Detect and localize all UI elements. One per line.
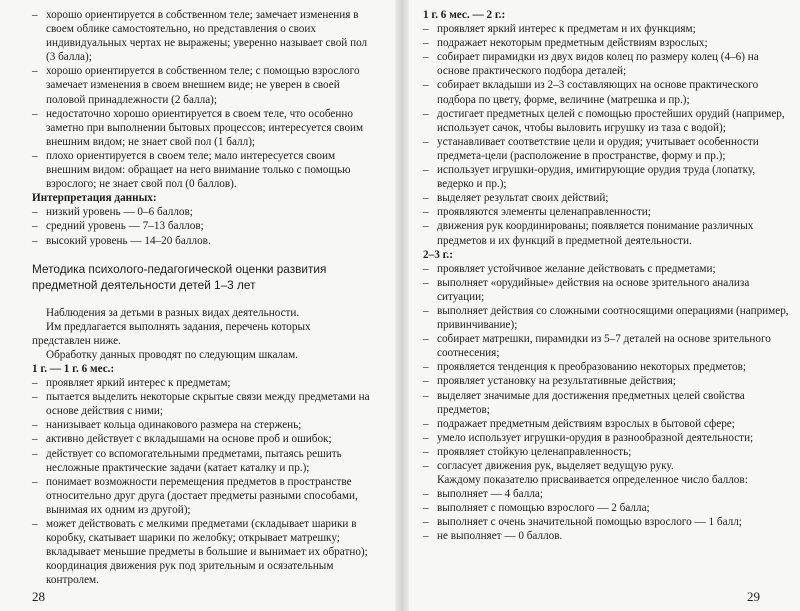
score-item-text: не выполняет — 0 баллов. <box>437 530 563 543</box>
score-item <box>423 529 793 543</box>
page-number-left: 28 <box>32 589 45 604</box>
list-dash: – <box>423 164 429 177</box>
indicator-item <box>423 22 793 36</box>
indicator-item-text: проявляются элементы целенаправленности; <box>437 206 651 219</box>
interpretation-title: Интерпретация данных: <box>32 192 157 205</box>
list-dash: – <box>423 431 429 444</box>
indicator-item-text: собирает вкладыши из 2–3 составляющих на основе практического подбора по цвету, форме, величине (матрешка и пр.); <box>437 79 759 106</box>
intro-paragraph: Им предлагается выполнять задания, перечень которых представлен ниже. <box>32 320 311 347</box>
list-dash: – <box>32 518 38 530</box>
indicator-item-text: собирает матрешки, пирамидки из 5–7 деталей на основе зрительного соотнесения; <box>437 333 771 360</box>
indicator-item <box>32 418 372 432</box>
indicator-item <box>423 262 793 276</box>
book-gutter <box>395 0 409 611</box>
list-dash: – <box>32 391 38 404</box>
interpretation-item-text: средний уровень — 7–13 баллов; <box>46 220 204 233</box>
intro-paragraph: Наблюдения за детьми в разных видах деятельности. <box>46 306 300 319</box>
score-item <box>423 515 793 529</box>
indicator-item-text: пытается выделить некоторые скрытые связи между предметами на основе действия с ними; <box>46 391 370 418</box>
indicator-item-text: умело использует игрушки-орудия в разнообразной деятельности; <box>437 431 754 444</box>
list-dash: – <box>423 262 429 275</box>
list-dash: – <box>423 304 429 317</box>
list-dash: – <box>423 79 429 92</box>
list-dash: – <box>32 220 38 233</box>
right-text-column <box>423 8 793 544</box>
indicator-item-text: подражает предметным действиям взрослых в бытовой сфере; <box>437 417 735 430</box>
list-dash: – <box>32 9 38 21</box>
list-dash: – <box>423 107 429 120</box>
indicator-item-text: выполняет действия со сложными соотносящими операциями (например, привинчивание); <box>437 304 789 332</box>
list-dash: – <box>423 530 429 543</box>
age-list-1-1y6m <box>32 376 372 587</box>
list-dash: – <box>423 206 429 219</box>
indicator-item-text: движения рук координированы; появляется понимание различных предметов и их функций в предметной деятельности. <box>437 220 754 247</box>
indicator-item <box>423 107 793 135</box>
criteria-item-text: хорошо ориентируется в собственном теле; с помощью взрослого замечает изменения в своем внешнем виде; не уверен в своей половой принадлежности (2 балла); <box>46 65 360 106</box>
interpretation-item <box>32 234 372 248</box>
indicator-item <box>423 417 793 431</box>
indicator-item-text: активно действует с вкладышами на основе проб и ошибок; <box>46 433 332 446</box>
list-dash: – <box>423 220 429 233</box>
indicator-item-text: действует со вспомогательными предметами, пытаясь решить несложные практические задачи (катает каталку и пр.); <box>46 447 342 474</box>
indicator-item <box>423 205 793 219</box>
indicator-item <box>32 517 372 587</box>
list-dash: – <box>423 445 429 458</box>
indicator-item-text: выполняет «орудийные» действия на основе зрительного анализа ситуации; <box>437 276 750 303</box>
indicator-item-text: проявляет яркий интерес к предметам; <box>46 377 231 390</box>
left-page <box>0 0 395 611</box>
list-dash: – <box>423 417 429 430</box>
list-dash: – <box>32 206 38 219</box>
list-dash: – <box>423 135 429 148</box>
list-dash: – <box>32 107 38 120</box>
indicator-item-text: согласует движения рук, выделяет ведущую руку. <box>437 460 674 472</box>
indicator-item <box>423 431 793 445</box>
age-title-1y6m-2y: 1 г. 6 мес. — 2 г.: <box>423 9 506 21</box>
right-page <box>409 0 800 611</box>
score-intro: Каждому показателю присваивается определенное число баллов: <box>437 474 748 487</box>
indicator-item <box>423 191 793 205</box>
list-dash: – <box>423 23 429 36</box>
indicator-item <box>32 376 372 390</box>
indicator-item-text: проявляет стойкую целенаправленность; <box>437 445 632 458</box>
indicator-item-text: проявляет установку на результативные действия; <box>437 375 676 388</box>
criteria-item <box>32 107 372 149</box>
indicator-item-text: нанизывает кольца одинакового размера на стержень; <box>46 419 302 432</box>
indicator-item-text: понимает возможности перемещения предметов в пространстве относительно друг друга (достает предметы разными способами, вынимая их одним из другой); <box>46 475 358 516</box>
indicator-item <box>423 163 793 191</box>
indicator-item <box>32 447 372 475</box>
indicator-item-text: проявляется тенденция к преобразованию некоторых предметов; <box>437 361 747 374</box>
list-dash: – <box>423 361 429 374</box>
list-dash: – <box>32 149 38 162</box>
indicator-item <box>423 389 793 417</box>
indicator-item-text: устанавливает соответствие цели и орудия; учитывает особенности предмета-цели (расположение в пространстве, форму и пр.); <box>437 135 759 162</box>
criteria-item <box>32 64 372 106</box>
list-dash: – <box>32 377 38 390</box>
method-heading: Методика психолого-педагогической оценки развития предметной деятельности детей 1–3 лет <box>32 261 327 292</box>
indicator-item <box>423 50 793 78</box>
list-dash: – <box>423 502 429 515</box>
list-dash: – <box>423 51 429 64</box>
list-dash: – <box>423 460 429 472</box>
list-dash: – <box>423 389 429 402</box>
interpretation-list <box>32 205 372 247</box>
list-dash: – <box>32 65 38 78</box>
indicator-item <box>32 390 372 418</box>
list-dash: – <box>423 37 429 50</box>
interpretation-item <box>32 219 372 233</box>
criteria-item <box>32 149 372 191</box>
score-item-text: выполняет с помощью взрослого — 2 балла; <box>437 502 650 515</box>
indicator-item <box>423 459 793 473</box>
left-top-list <box>32 8 372 191</box>
indicator-item-text: достигает предметных целей с помощью простейших орудий (например, использует сачок, чтобы выловить игрушку из таза с водой); <box>437 107 785 134</box>
list-dash: – <box>423 276 429 289</box>
indicator-item-text: собирает пирамидки из двух видов колец по размеру колец (4–6) на основе практического подбора деталей; <box>437 51 759 78</box>
indicator-item-text: выделяет значимые для достижения предметных целей свойства предметов; <box>437 389 745 416</box>
score-item-text: выполняет с очень значительной помощью взрослого — 1 балл; <box>437 516 742 529</box>
score-item <box>423 501 793 515</box>
indicator-item <box>423 219 793 247</box>
indicator-item <box>423 276 793 304</box>
age-title-1-1y6m: 1 г. — 1 г. 6 мес.: <box>32 362 115 375</box>
indicator-item-text: может действовать с мелкими предметами (складывает шарики в коробку, скатывает шарики по желобку; открывает матрешку; вкладывает меньшие предметы в большие и вынимает их обратно); координация движения рук под зрительным и осязательным контролем. <box>46 518 368 587</box>
indicator-item-text: подражает некоторым предметным действиям взрослых; <box>437 37 708 50</box>
list-dash: – <box>423 375 429 388</box>
list-dash: – <box>32 234 38 247</box>
list-dash: – <box>32 447 38 460</box>
score-item-text: выполняет — 4 балла; <box>437 488 543 501</box>
criteria-item-text: недостаточно хорошо ориентируется в своем теле, что особенно заметно при выполнении бытовых процессов; интересуется своим внешним видом; не знает свой пол (1 балл); <box>46 107 364 148</box>
indicator-item <box>423 304 793 332</box>
indicator-item <box>423 36 793 50</box>
score-item <box>423 487 793 501</box>
interpretation-item-text: низкий уровень — 0–6 баллов; <box>46 206 193 219</box>
list-dash: – <box>32 419 38 432</box>
age-list-2-3y <box>423 262 793 473</box>
intro-paragraph: Обработку данных проводят по следующим шкалам. <box>46 348 298 361</box>
indicator-item <box>423 78 793 106</box>
intro-paragraphs <box>32 306 372 362</box>
indicator-item <box>423 135 793 163</box>
list-dash: – <box>423 333 429 346</box>
age-list-1y6m-2y <box>423 22 793 248</box>
indicator-item-text: проявляет яркий интерес к предметам и их функциям; <box>437 23 696 36</box>
interpretation-item-text: высокий уровень — 14–20 баллов. <box>46 234 211 247</box>
indicator-item <box>32 432 372 446</box>
page-number-right: 29 <box>747 589 760 604</box>
indicator-item <box>32 475 372 517</box>
criteria-item <box>32 8 372 64</box>
indicator-item-text: выделяет результат своих действий; <box>437 192 609 205</box>
indicator-item <box>423 332 793 360</box>
indicator-item-text: проявляет устойчивое желание действовать с предметами; <box>437 262 716 275</box>
criteria-item-text: плохо ориентируется в своем теле; мало интересуется своим внешним видом: обращает на него внимание только с помощью взрослого; не знает свой пол (0 баллов). <box>46 149 351 191</box>
list-dash: – <box>32 433 38 446</box>
indicator-item <box>423 360 793 374</box>
list-dash: – <box>423 516 429 529</box>
indicator-item-text: использует игрушки-орудия, имитирующие орудия труда (лопатку, ведерко и пр.); <box>437 164 756 191</box>
criteria-item-text: хорошо ориентируется в собственном теле; замечает изменения в своем облике самостоятельно, но представления о своих индивидуальных чертах не выражены; уверенно называет свой пол (3 балла); <box>46 9 368 64</box>
list-dash: – <box>423 192 429 205</box>
interpretation-item <box>32 205 372 219</box>
list-dash: – <box>32 475 38 488</box>
left-text-column <box>32 8 372 587</box>
list-dash: – <box>423 488 429 501</box>
indicator-item <box>423 445 793 459</box>
score-list <box>423 487 793 543</box>
age-title-2-3y: 2–3 г.: <box>423 248 453 261</box>
indicator-item <box>423 374 793 388</box>
